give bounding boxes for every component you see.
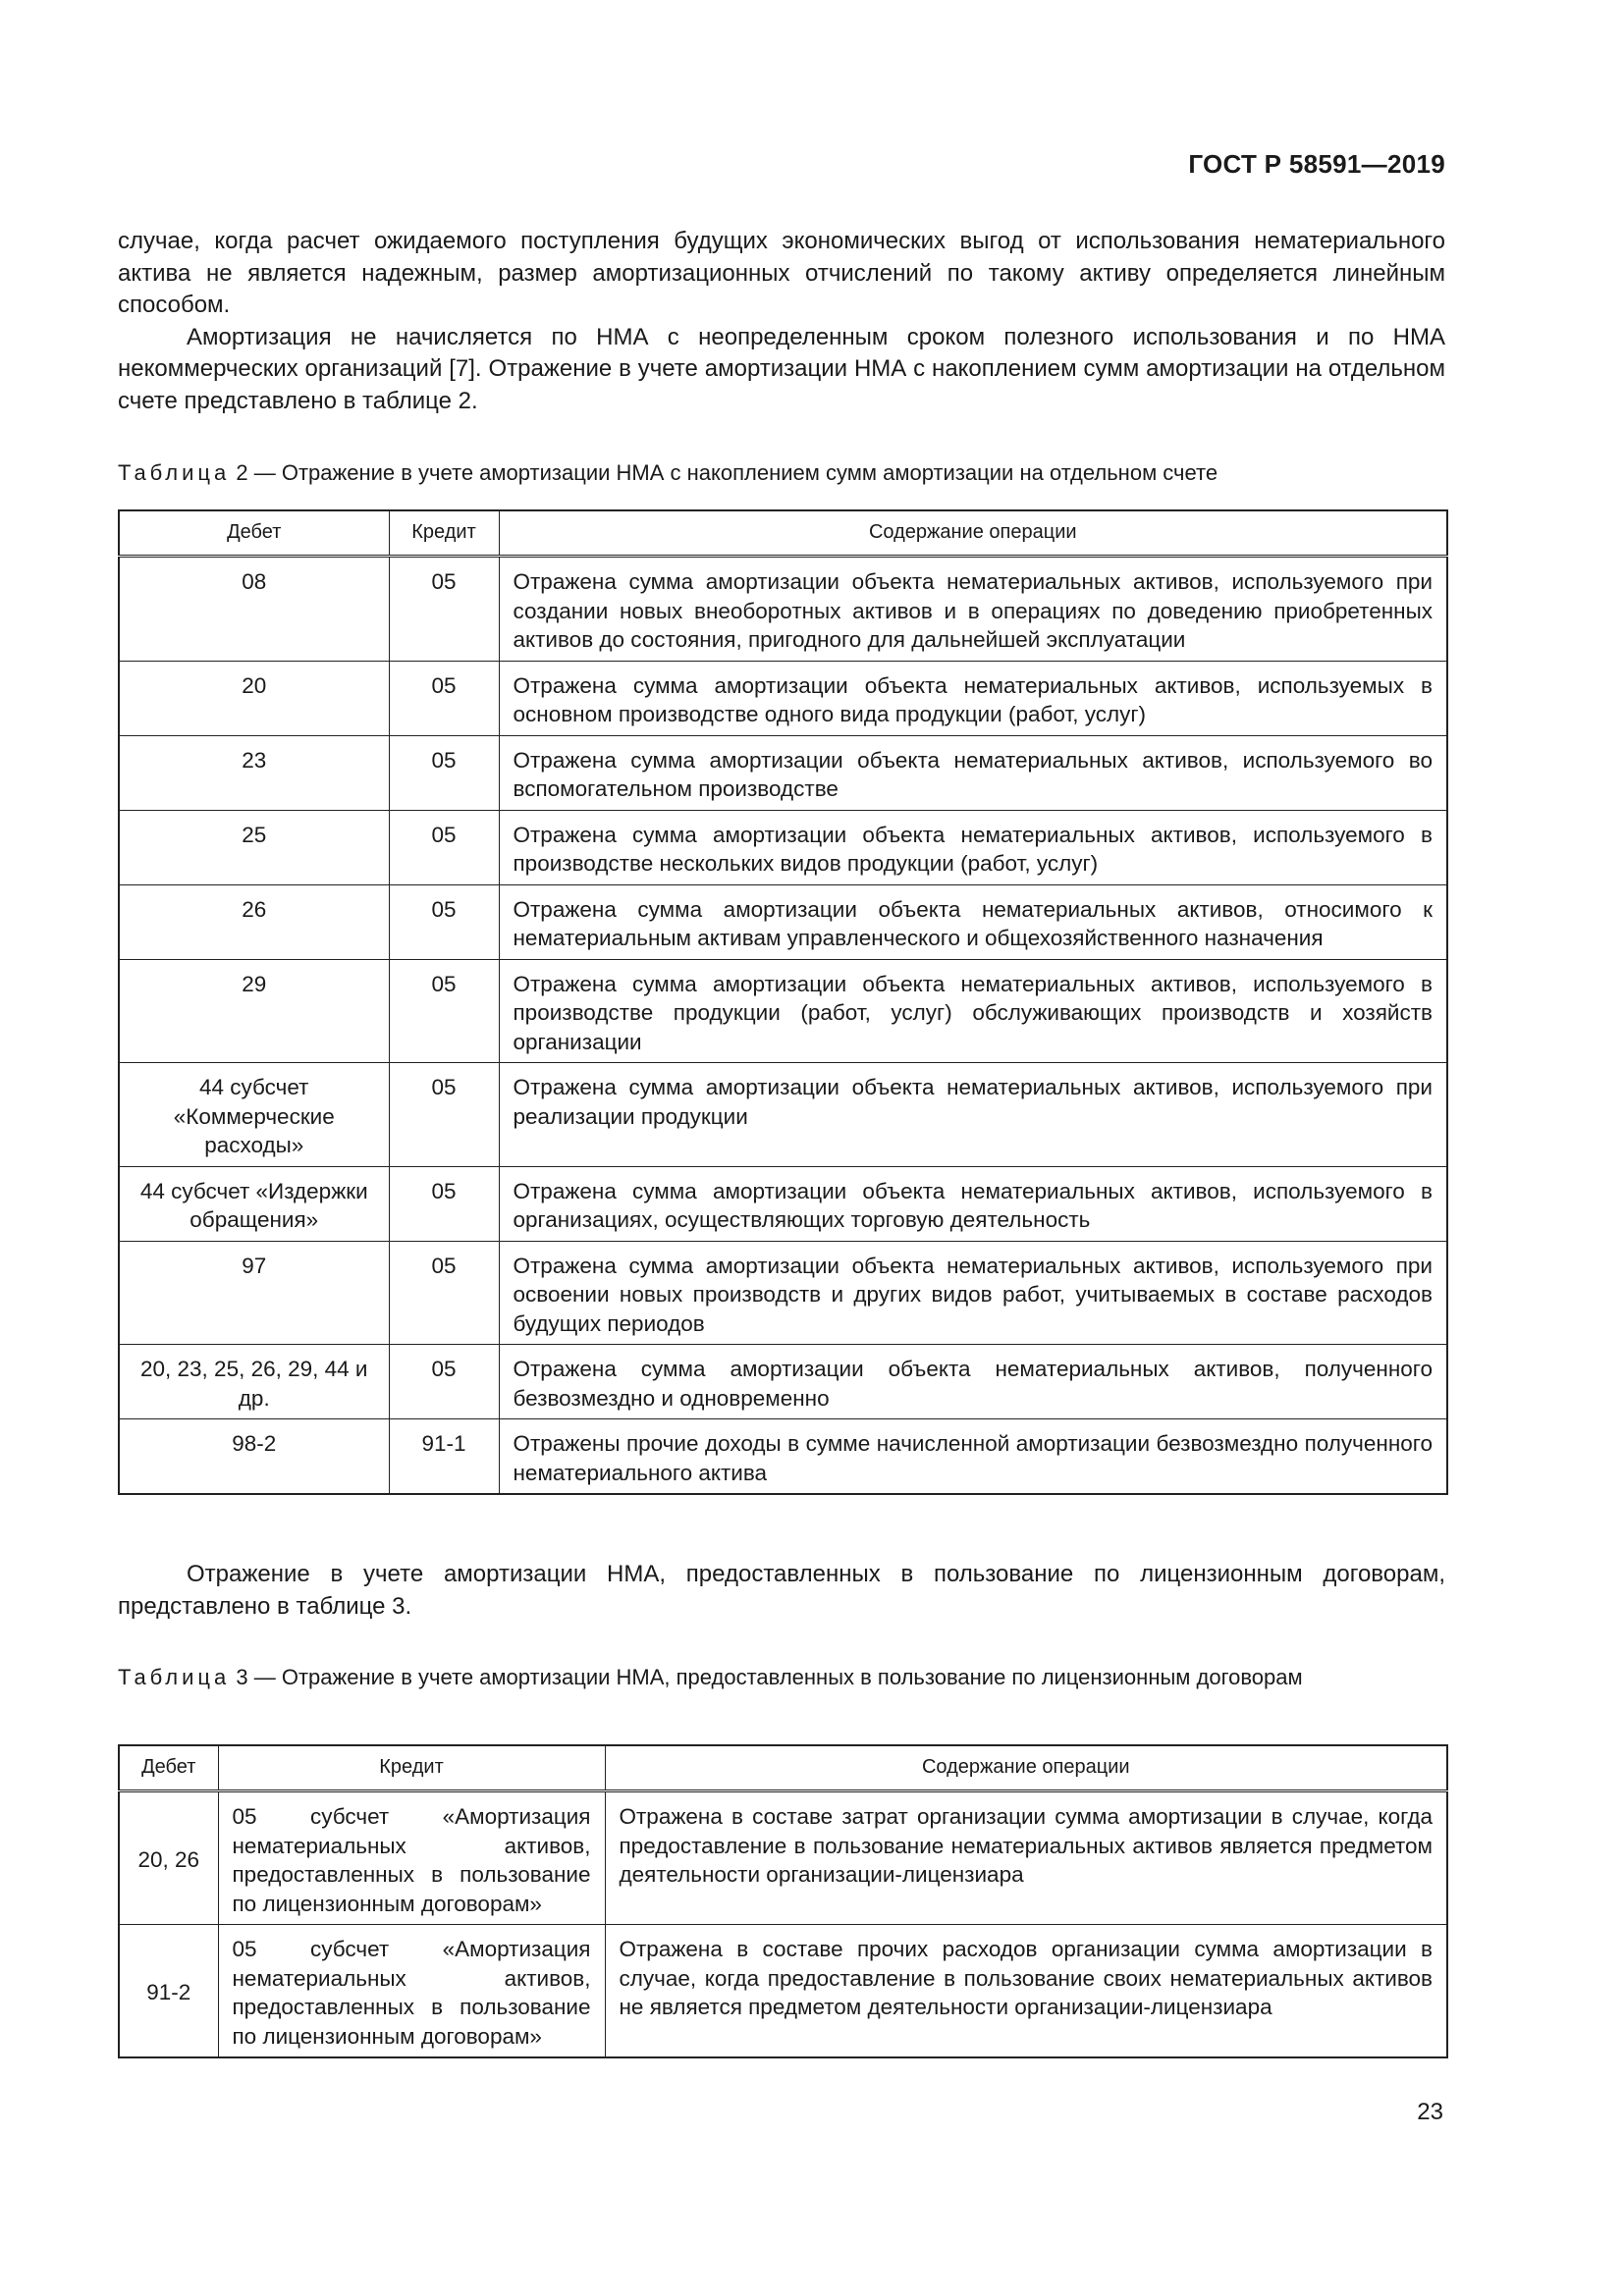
credit-cell: 05 [389,1345,499,1419]
debit-cell: 20 [119,661,389,735]
debit-cell: 08 [119,557,389,662]
credit-cell: 05 [389,661,499,735]
debit-cell: 23 [119,735,389,810]
table-3-caption-label: Таблица [118,1665,231,1689]
debit-cell: 20, 26 [119,1791,218,1925]
mid-paragraph: Отражение в учете амортизации НМА, предоставленных в пользование по лицензионным договорам, представлено в таблице 3. [118,1561,1445,1620]
header-operation: Содержание операции [499,510,1447,557]
operation-cell: Отражена сумма амортизации объекта нематериальных активов, полученного безвозмездно и одновременно [499,1345,1447,1419]
debit-cell: 20, 23, 25, 26, 29, 44 и др. [119,1345,389,1419]
credit-cell: 91-1 [389,1419,499,1495]
table-3-caption [118,1664,1445,1690]
header-debit: Дебет [119,1745,218,1791]
credit-cell: 05 [389,1063,499,1167]
operation-cell: Отражена сумма амортизации объекта нематериальных активов, используемого в организациях, осуществляющих торговую деятельность [499,1166,1447,1241]
debit-cell: 44 субсчет «Коммерческие расходы» [119,1063,389,1167]
header-operation: Содержание операции [605,1745,1447,1791]
header-credit: Кредит [389,510,499,557]
operation-cell: Отражена сумма амортизации объекта нематериальных активов, используемого при создании новых внеоборотных активов и в операциях по доведению приобретенных активов до состояния, пригодного для дальнейшей эксплуатации [499,557,1447,662]
operation-cell: Отражена сумма амортизации объекта нематериальных активов, используемых в основном производстве одного вида продукции (работ, услуг) [499,661,1447,735]
document-code: ГОСТ Р 58591—2019 [1188,149,1445,179]
credit-cell: 05 субсчет «Амортизация нематериальных активов, предоставленных в пользование по лицензионным договорам» [218,1791,605,1925]
table-row [119,810,1447,884]
table-row [119,661,1447,735]
table-row [119,735,1447,810]
debit-cell: 25 [119,810,389,884]
intro-paragraph-2: Амортизация не начисляется по НМА с неопределенным сроком полезного использования и по НМА некоммерческих организаций [7]. Отражение в учете амортизации НМА с накоплением сумм амортизации на отдельном счете представлено в таблице 2. [118,323,1445,414]
operation-cell: Отражена в составе прочих расходов организации сумма амортизации в случае, когда предоставление в пользование своих нематериальных активов не является предметом деятельности организации-лицензиара [605,1925,1447,2058]
operation-cell: Отражена сумма амортизации объекта нематериальных активов, используемого во вспомогательном производстве [499,735,1447,810]
credit-cell: 05 [389,810,499,884]
operation-cell: Отражена сумма амортизации объекта нематериальных активов, используемого при реализации продукции [499,1063,1447,1167]
debit-cell: 98-2 [119,1419,389,1495]
operation-cell: Отражены прочие доходы в сумме начисленной амортизации безвозмездно полученного нематериального актива [499,1419,1447,1495]
mid-text [118,1559,1445,1623]
table-2 [118,509,1448,1495]
operation-cell: Отражена сумма амортизации объекта нематериальных активов, используемого при освоении новых производств и других видов работ, учитываемых в составе расходов будущих периодов [499,1241,1447,1345]
table-2-header-row [119,510,1447,557]
debit-cell: 44 субсчет «Издержки обращения» [119,1166,389,1241]
credit-cell: 05 [389,959,499,1063]
table-row [119,1166,1447,1241]
table-3 [118,1744,1448,2058]
table-row [119,1063,1447,1167]
table-row [119,959,1447,1063]
operation-cell: Отражена сумма амортизации объекта нематериальных активов, используемого в производстве продукции (работ, услуг) обслуживающих производств и хозяйств организации [499,959,1447,1063]
operation-cell: Отражена в составе затрат организации сумма амортизации в случае, когда предоставление в пользование нематериальных активов является предметом деятельности организации-лицензиара [605,1791,1447,1925]
table-row [119,1791,1447,1925]
table-row [119,1925,1447,2058]
table-row [119,1345,1447,1419]
table-2-caption-text: 2 — Отражение в учете амортизации НМА с накоплением сумм амортизации на отдельном счете [230,460,1218,485]
page-number: 23 [1417,2099,1443,2125]
table-row [119,1419,1447,1495]
table-3-header-row [119,1745,1447,1791]
table-row [119,884,1447,959]
intro-paragraph-1: случае, когда расчет ожидаемого поступления будущих экономических выгод от использования нематериального актива не является надежным, размер амортизационных отчислений по такому активу определяется линейным способом. [118,228,1445,318]
debit-cell: 29 [119,959,389,1063]
debit-cell: 97 [119,1241,389,1345]
credit-cell: 05 [389,735,499,810]
header-credit: Кредит [218,1745,605,1791]
intro-text [118,226,1445,417]
debit-cell: 91-2 [119,1925,218,2058]
header-debit: Дебет [119,510,389,557]
credit-cell: 05 [389,884,499,959]
operation-cell: Отражена сумма амортизации объекта нематериальных активов, используемого в производстве нескольких видов продукции (работ, услуг) [499,810,1447,884]
credit-cell: 05 [389,1241,499,1345]
operation-cell: Отражена сумма амортизации объекта нематериальных активов, относимого к нематериальным активам управленческого и общехозяйственного назначения [499,884,1447,959]
credit-cell: 05 [389,557,499,662]
table-2-caption [118,459,1445,486]
table-2-caption-label: Таблица [118,460,231,485]
table-row [119,1241,1447,1345]
debit-cell: 26 [119,884,389,959]
credit-cell: 05 субсчет «Амортизация нематериальных активов, предоставленных в пользование по лицензионным договорам» [218,1925,605,2058]
credit-cell: 05 [389,1166,499,1241]
table-row [119,557,1447,662]
table-3-caption-text: 3 — Отражение в учете амортизации НМА, предоставленных в пользование по лицензионным договорам [230,1665,1303,1689]
